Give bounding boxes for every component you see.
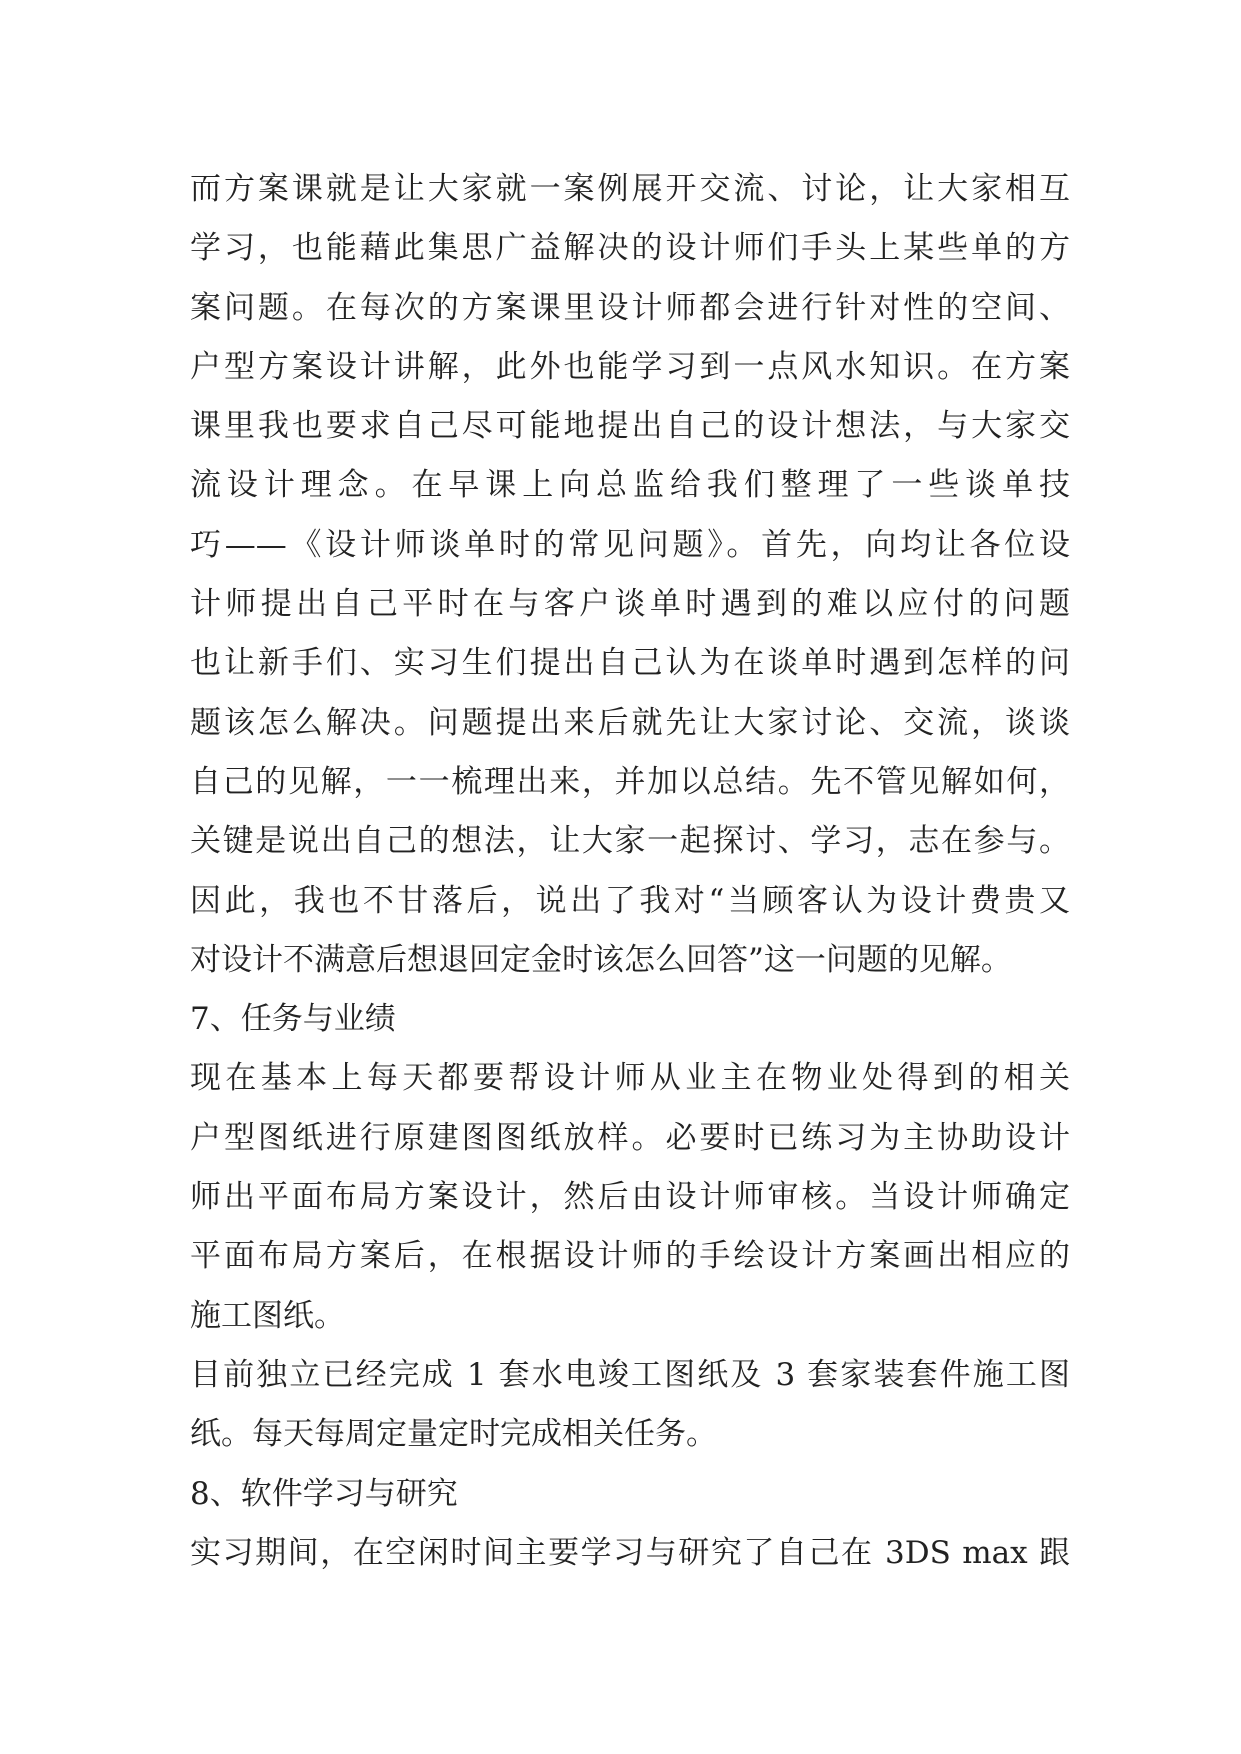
text-line: 而方案课就是让大家就一案例展开交流、讨论，让大家相互 — [190, 171, 1070, 207]
text-line: 对设计不满意后想退回定金时该怎么回答”这一问题的见解。 — [190, 941, 1012, 978]
text-line: 目前独立已经完成 1 套水电竣工图纸及 3 套家装套件施工图 — [190, 1356, 1070, 1393]
text-line: 自己的见解，一一梳理出来，并加以总结。先不管见解如何， — [190, 763, 1070, 800]
text-line: 题该怎么解决。问题提出来后就先让大家讨论、交流，谈谈 — [190, 704, 1070, 741]
text-line: 案问题。在每次的方案课里设计师都会进行针对性的空间、 — [190, 289, 1070, 326]
text-line: 巧——《设计师谈单时的常见问题》。首先，向均让各位设 — [190, 526, 1070, 563]
text-line: 计师提出自己平时在与客户谈单时遇到的难以应付的问题 — [190, 586, 1070, 623]
text-line: 户型图纸进行原建图图纸放样。必要时已练习为主协助设计 — [190, 1119, 1070, 1156]
text-line: 户型方案设计讲解，此外也能学习到一点风水知识。在方案 — [190, 348, 1070, 385]
text-line: 关键是说出自己的想法，让大家一起探讨、学习，志在参与。 — [190, 823, 1070, 860]
text-line: 纸。每天每周定量定时完成相关任务。 — [190, 1416, 717, 1453]
text-line: 平面布局方案后，在根据设计师的手绘设计方案画出相应的 — [190, 1238, 1070, 1275]
text-line: 现在基本上每天都要帮设计师从业主在物业处得到的相关 — [190, 1060, 1070, 1097]
document-body — [190, 160, 1070, 1583]
section-heading: 7、任务与业绩 — [190, 1001, 396, 1038]
text-line: 流设计理念。在早课上向总监给我们整理了一些谈单技 — [190, 467, 1070, 504]
text-line: 因此，我也不甘落后，说出了我对“当顾客认为设计费贵又 — [190, 882, 1070, 919]
text-line: 学习，也能藉此集思广益解决的设计师们手头上某些单的方 — [190, 230, 1070, 267]
text-line: 实习期间，在空闲时间主要学习与研究了自己在 3DS max 跟 — [190, 1534, 1070, 1571]
text-line: 也让新手们、实习生们提出自己认为在谈单时遇到怎样的问 — [190, 645, 1070, 682]
text-line: 课里我也要求自己尽可能地提出自己的设计想法，与大家交 — [190, 408, 1070, 445]
text-line: 施工图纸。 — [190, 1297, 345, 1334]
section-heading: 8、软件学习与研究 — [190, 1475, 458, 1512]
text-line: 师出平面布局方案设计，然后由设计师审核。当设计师确定 — [190, 1179, 1070, 1216]
